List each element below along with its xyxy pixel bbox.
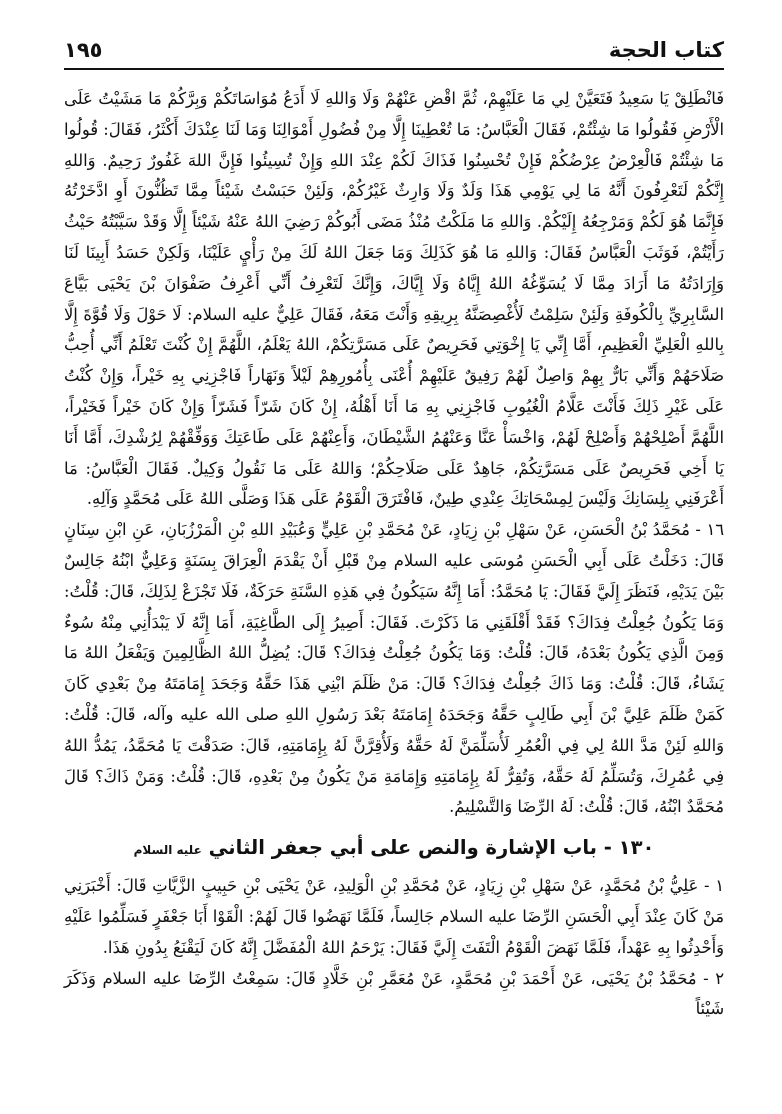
section-heading	[64, 831, 724, 867]
paragraph-hadith-2: ٢ - مُحَمَّدُ بْنُ يَحْيَى، عَنْ أَحْمَدَ بْنِ مُحَمَّدٍ، عَنْ مُعَمَّرِ بْنِ خَلَّادٍ قَالَ: سَمِعْتُ الرِّضَا عليه السلام وَذَكَرَ شَيْئاً	[64, 968, 724, 1019]
paragraph-hadith-16: ١٦ - مُحَمَّدُ بْنُ الْحَسَنِ، عَنْ سَهْلِ بْنِ زِيَادٍ، عَنْ مُحَمَّدِ بْنِ عَلِيٍّ وَعُبَيْدِ اللهِ بْنِ الْمَرْزُبَانِ، عَنِ ابْنِ سِنَانٍ قَالَ: دَخَلْتُ عَلَى أَبِي الْحَسَنِ مُوسَى عليه السلام مِنْ قَبْلِ أَنْ يَقْدَمَ الْعِرَاقَ بِسَنَةٍ وَعَلِيٌّ ابْنُهُ جَالِسٌ بَيْنَ يَدَيْهِ، فَنَظَرَ إِلَيَّ فَقَالَ: يَا مُحَمَّدُ: أَمَا إِنَّهُ سَيَكُونُ فِي هَذِهِ السَّنَةِ حَرَكَةٌ، فَلَا تَجْزَعْ لِذَلِكَ، قَالَ: قُلْتُ: وَمَا يَكُونُ جُعِلْتُ فِدَاكَ؟ فَقَدْ أَقْلَقَنِي مَا ذَكَرْتَ. فَقَالَ: أَصِيرُ إِلَى الطَّاغِيَةِ، أَمَا إِنَّهُ لَا يَبْدَأُنِي مِنْهُ سُوءٌ وَمِنَ الَّذِي يَكُونُ بَعْدَهُ، قَالَ: قُلْتُ: وَمَا يَكُونُ جُعِلْتُ فِدَاكَ؟ قَالَ: يُضِلُّ اللهُ الظَّالِمِينَ وَيَفْعَلُ اللهُ مَا يَشَاءُ، قَالَ: قُلْتُ: وَمَا ذَاكَ جُعِلْتُ فِدَاكَ؟ قَالَ: مَنْ ظَلَمَ ابْنِي هَذَا حَقَّهُ وَجَحَدَ إِمَامَتَهُ مِنْ بَعْدِي كَانَ كَمَنْ ظَلَمَ عَلِيَّ بْنَ أَبِي طَالِبٍ حَقَّهُ وَجَحَدَهُ إِمَامَتَهُ بَعْدَ رَسُولِ اللهِ صلى الله عليه وآله، قَالَ: قُلْتُ: وَاللهِ لَئِنْ مَدَّ اللهُ لِي فِي الْعُمُرِ لَأُسَلِّمَنَّ لَهُ حَقَّهُ وَلَأُقِرَّنَّ لَهُ بِإِمَامَتِهِ، قَالَ: صَدَقْتَ يَا مُحَمَّدُ، يَمُدُّ اللهُ فِي عُمُرِكَ، وَتُسَلِّمُ لَهُ حَقَّهُ، وَتُقِرُّ لَهُ بِإِمَامَتِهِ وَإِمَامَةِ مَنْ يَكُونُ مِنْ بَعْدِهِ، قَالَ: قُلْتُ: وَمَنْ ذَاكَ؟ قَالَ مُحَمَّدٌ ابْنُهُ، قَالَ: قُلْتُ: لَهُ الرِّضَا وَالتَّسْلِيمُ.	[64, 520, 724, 817]
page-number: ١٩٥	[64, 38, 103, 62]
section-title-text: ١٣٠ - باب الإشارة والنص على أبي جعفر الثاني	[208, 836, 655, 860]
paragraph-continuation: فَانْطَلِقْ يَا سَعِيدُ فَتَعَيَّنْ لِي مَا عَلَيْهِمْ، ثُمَّ اقْضِ عَنْهُمْ وَلَا وَاللهِ لَا أَدَعُ مُوَاسَاتَكُمْ وَبِرَّكُمْ مَا مَشَيْتُ عَلَى الْأَرْضِ فَقُولُوا مَا شِئْتُمْ، فَقَالَ الْعَبَّاسُ: مَا تُعْطِينَا إِلَّا مِنْ فُضُولِ أَمْوَالِنَا وَمَا لَنَا عِنْدَكَ أَكْثَرُ، فَقَالَ: قُولُوا مَا شِئْتُمْ فَالْعِرْضُ عِرْضُكُمْ فَإِنْ تُحْسِنُوا فَذَاكَ لَكُمْ عِنْدَ اللهِ وَإِنْ تُسِيئُوا فَإِنَّ اللهَ غَفُورٌ رَحِيمٌ. وَاللهِ إِنَّكُمْ لَتَعْرِفُونَ أَنَّهُ مَا لِي يَوْمِي هَذَا وَلَدٌ وَلَا وَارِثٌ غَيْرُكُمْ، وَلَئِنْ حَبَسْتُ شَيْئاً مِمَّا تَظُنُّونَ أَوِ ادَّخَرْتُهُ فَإِنَّمَا هُوَ لَكُمْ وَمَرْجِعُهُ إِلَيْكُمْ. وَاللهِ مَا مَلَكْتُ مُنْذُ مَضَى أَبُوكُمْ رَضِيَ اللهُ عَنْهُ شَيْئاً إِلَّا وَقَدْ سَيَّبْتُهُ حَيْثُ رَأَيْتُمْ، فَوَثَبَ الْعَبَّاسُ فَقَالَ: وَاللهِ مَا هُوَ كَذَلِكَ وَمَا جَعَلَ اللهُ لَكَ مِنْ رَأْيٍ عَلَيْنَا، وَلَكِنْ حَسَدُ أَبِينَا لَنَا وَإِرَادَتُهُ مَا أَرَادَ مِمَّا لَا يُسَوِّغُهُ اللهُ إِيَّاهُ وَلَا إِيَّاكَ، وَإِنَّكَ لَتَعْرِفُ أَنِّي أَعْرِفُ صَفْوَانَ بْنَ يَحْيَى بَيَّاعَ السَّابِرِيِّ بِالْكُوفَةِ وَلَئِنْ سَلِمْتُ لَأُغْصِصَنَّهُ بِرِيقِهِ وَأَنْتَ مَعَهُ، فَقَالَ عَلِيٌّ عليه السلام: لَا حَوْلَ وَلَا قُوَّةَ إِلَّا بِاللهِ الْعَلِيِّ الْعَظِيمِ، أَمَّا إِنِّي يَا إِخْوَتِي فَحَرِيصٌ عَلَى مَسَرَّتِكُمْ، اللهُ يَعْلَمُ، اللَّهُمَّ إِنْ كُنْتَ تَعْلَمُ أَنِّي أُحِبُّ صَلَاحَهُمْ وَأَنِّي بَارٌّ بِهِمْ وَاصِلٌ لَهُمْ رَفِيقٌ عَلَيْهِمْ أُعْنَى بِأُمُورِهِمْ لَيْلاً وَنَهَاراً فَاجْزِنِي بِهِ خَيْراً، وَإِنْ كُنْتُ عَلَى غَيْرِ ذَلِكَ فَأَنْتَ عَلَّامُ الْغُيُوبِ فَاجْزِنِي بِهِ مَا أَنَا أَهْلُهُ، إِنْ كَانَ شَرّاً فَشَرّاً وَإِنْ كَانَ خَيْراً فَخَيْراً، اللَّهُمَّ أَصْلِحْهُمْ وَأَصْلِحْ لَهُمْ، وَاخْسَأْ عَنَّا وَعَنْهُمُ الشَّيْطَانَ، وَأَعِنْهُمْ عَلَى طَاعَتِكَ وَوَفِّقْهُمْ لِرُشْدِكَ، أَمَّا أَنَا يَا أَخِي فَحَرِيصٌ عَلَى مَسَرَّتِكُمْ، جَاهِدٌ عَلَى صَلَاحِكُمْ؛ وَاللهُ عَلَى مَا نَقُولُ وَكِيلٌ. فَقَالَ الْعَبَّاسُ: مَا أَعْرَفَنِي بِلِسَانِكَ وَلَيْسَ لِمِسْحَاتِكَ عِنْدِي طِينٌ، فَافْتَرَقَ الْقَوْمُ عَلَى هَذَا وَصَلَّى اللهُ عَلَى مُحَمَّدٍ وَآلِهِ.	[64, 89, 724, 509]
paragraph-hadith-1: ١ - عَلِيُّ بْنُ مُحَمَّدٍ، عَنْ سَهْلِ بْنِ زِيَادٍ، عَنْ مُحَمَّدِ بْنِ الْوَلِيدِ، عَنْ يَحْيَى بْنِ حَبِيبٍ الزَّيَّاتِ قَالَ: أَخْبَرَنِي مَنْ كَانَ عِنْدَ أَبِي الْحَسَنِ الرِّضَا عليه السلام جَالِساً، فَلَمَّا نَهَضُوا قَالَ لَهُمْ: الْقَوْا أَبَا جَعْفَرٍ فَسَلِّمُوا عَلَيْهِ وَأَحْدِثُوا بِهِ عَهْداً، فَلَمَّا نَهَضَ الْقَوْمُ الْتَفَتَ إِلَيَّ فَقَالَ: يَرْحَمُ اللهُ الْمُفَضَّلَ إِنَّهُ كَانَ لَيَقْنَعُ بِدُونِ هَذَا.	[64, 876, 724, 957]
body-text	[64, 84, 724, 1025]
running-head: كتاب الحجة	[608, 38, 724, 62]
page-header	[64, 36, 724, 62]
header-rule	[64, 68, 724, 70]
section-honorific: عليه السلام	[133, 843, 202, 858]
